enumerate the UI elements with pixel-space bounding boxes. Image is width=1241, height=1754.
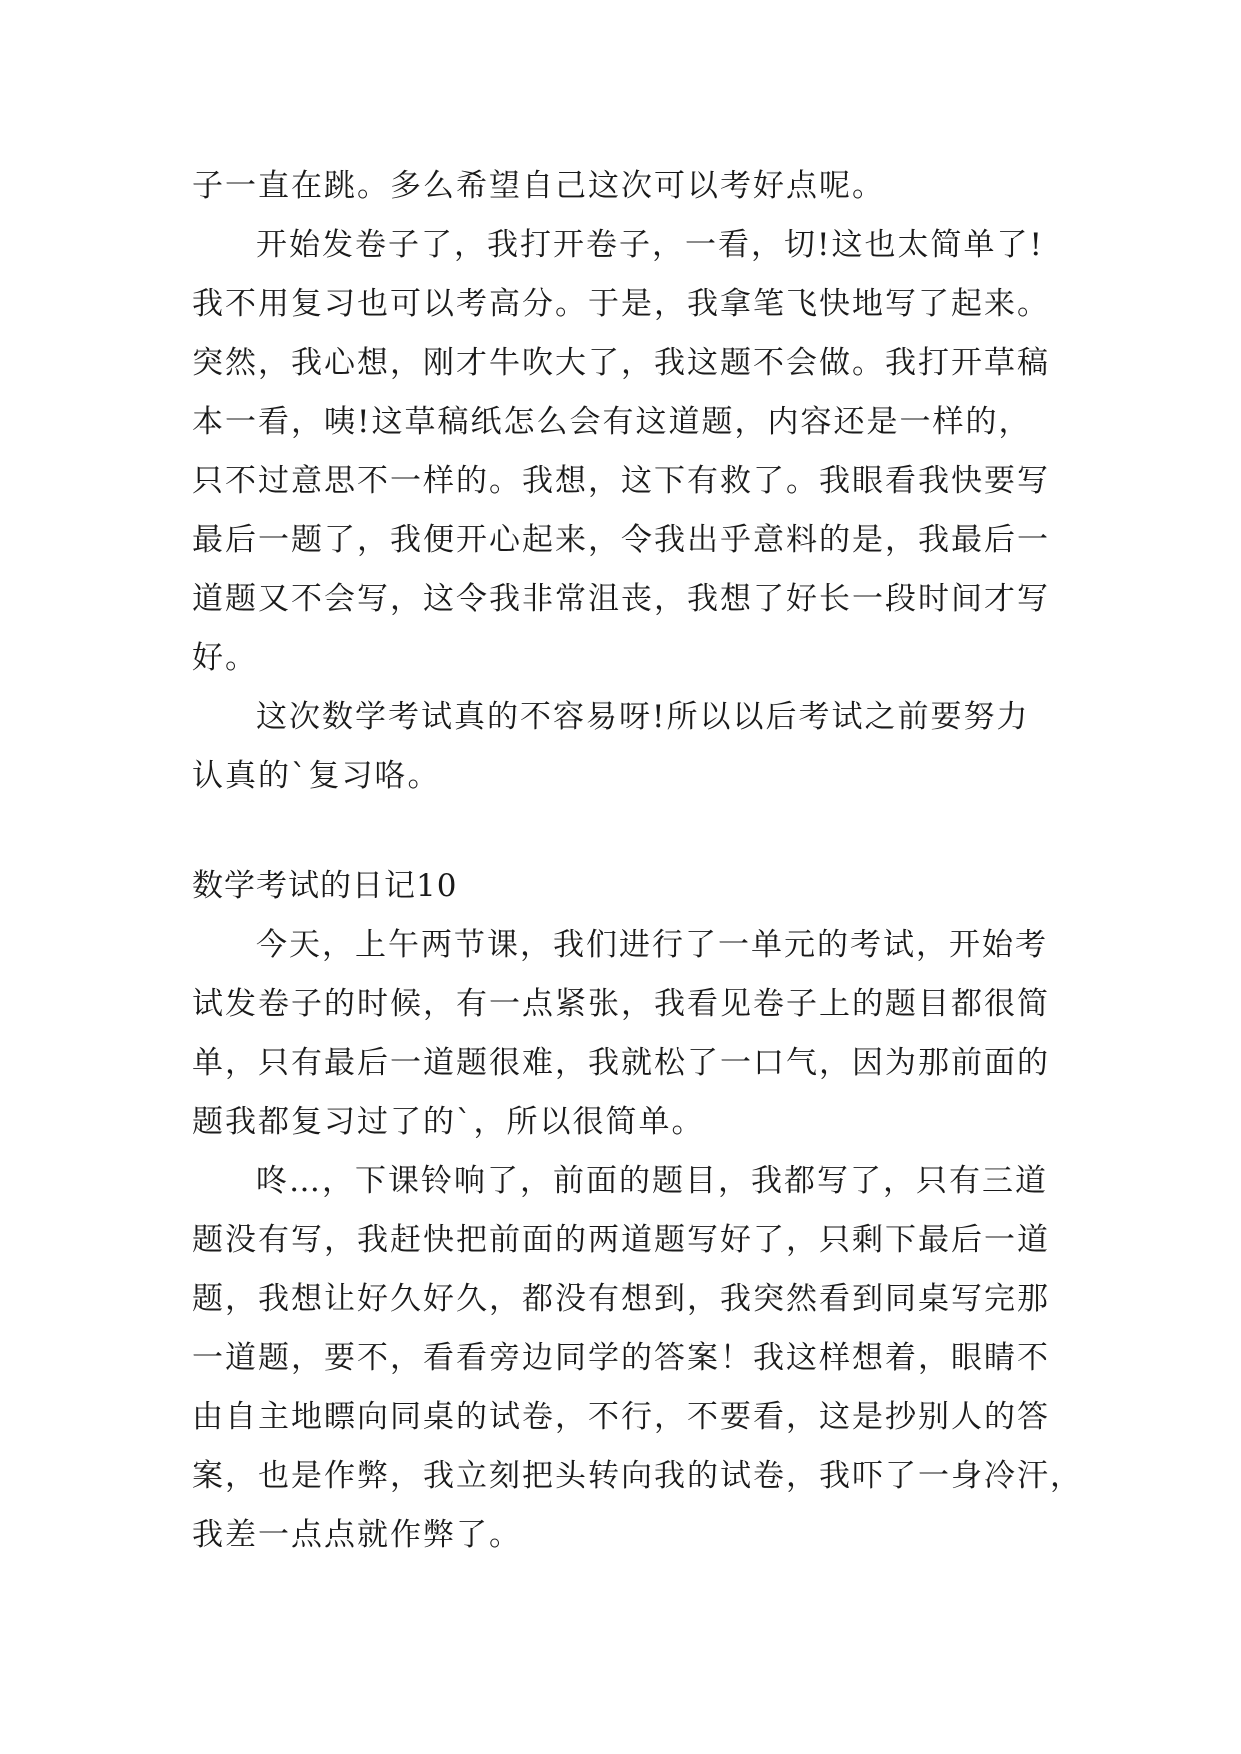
- text-line: 这次数学考试真的不容易呀!所以以后考试之前要努力: [256, 699, 1030, 735]
- text-line: 我差一点点就作弊了。: [192, 1517, 522, 1553]
- text-line: 题，我想让好久好久，都没有想到，我突然看到同桌写完那: [192, 1281, 1050, 1317]
- text-line: 题我都复习过了的`，所以很简单。: [192, 1104, 705, 1140]
- text-line: 道题又不会写，这令我非常沮丧，我想了好长一段时间才写: [192, 581, 1050, 617]
- text-line: 突然，我心想，刚才牛吹大了，我这题不会做。我打开草稿: [192, 345, 1050, 381]
- text-line: 开始发卷子了，我打开卷子，一看，切!这也太简单了!: [256, 227, 1044, 263]
- text-line: 单，只有最后一道题很难，我就松了一口气，因为那前面的: [192, 1045, 1050, 1081]
- text-line: 咚…，下课铃响了，前面的题目，我都写了，只有三道: [256, 1163, 1048, 1199]
- text-line: 本一看，咦!这草稿纸怎么会有这道题，内容还是一样的，: [192, 404, 1032, 440]
- text-line: 今天，上午两节课，我们进行了一单元的考试，开始考: [256, 927, 1048, 963]
- section-title: 数学考试的日记10: [192, 868, 458, 904]
- text-line: 好。: [192, 640, 258, 676]
- text-line: 只不过意思不一样的。我想，这下有救了。我眼看我快要写: [192, 463, 1050, 499]
- text-line: 案，也是作弊，我立刻把头转向我的试卷，我吓了一身冷汗，: [192, 1458, 1083, 1494]
- text-line: 我不用复习也可以考高分。于是，我拿笔飞快地写了起来。: [192, 286, 1050, 322]
- text-line: 子一直在跳。多么希望自己这次可以考好点呢。: [192, 168, 885, 204]
- text-line: 一道题，要不，看看旁边同学的答案！我这样想着，眼睛不: [192, 1340, 1050, 1376]
- text-line: 题没有写，我赶快把前面的两道题写好了，只剩下最后一道: [192, 1222, 1050, 1258]
- text-line: 试发卷子的时候，有一点紧张，我看见卷子上的题目都很简: [192, 986, 1050, 1022]
- text-line: 最后一题了，我便开心起来，令我出乎意料的是，我最后一: [192, 522, 1050, 558]
- text-line: 认真的`复习咯。: [192, 758, 441, 794]
- text-line: 由自主地瞟向同桌的试卷，不行，不要看，这是抄别人的答: [192, 1399, 1050, 1435]
